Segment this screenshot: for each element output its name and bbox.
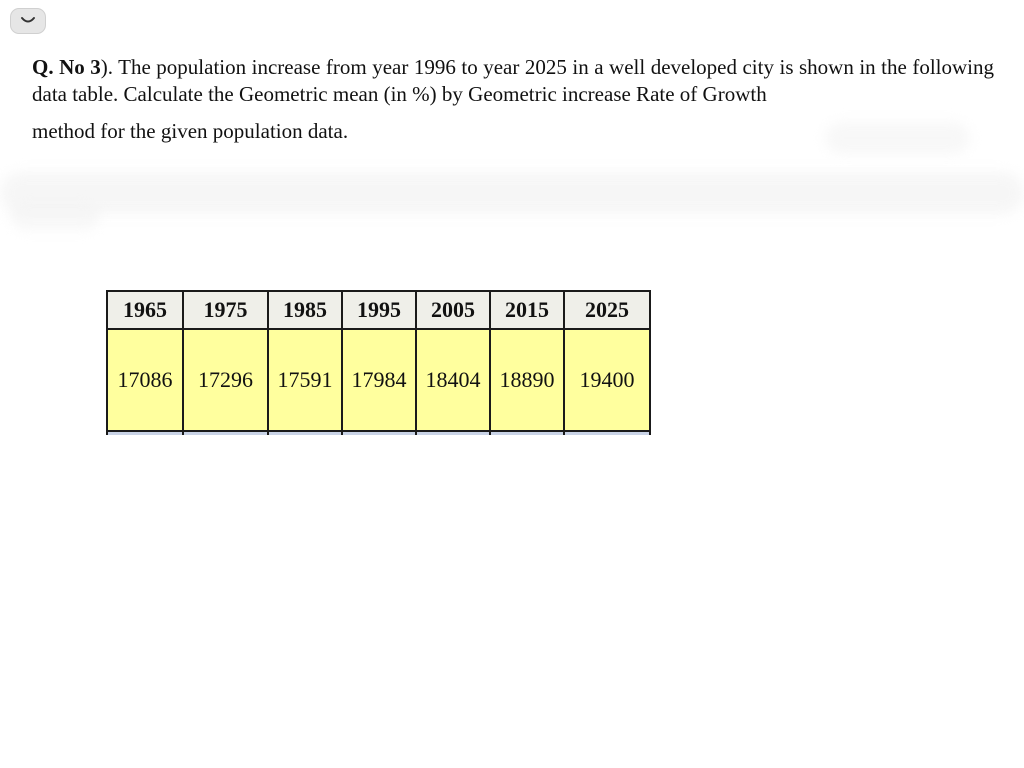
year-cell: 2025	[564, 291, 650, 329]
year-cell: 2015	[490, 291, 564, 329]
population-cell: 17984	[342, 329, 416, 431]
year-header-row	[107, 291, 650, 329]
year-cell: 1975	[183, 291, 268, 329]
population-cell: 17086	[107, 329, 183, 431]
scan-smudge	[10, 200, 100, 230]
cut-cell	[107, 431, 183, 435]
question-last-line: method for the given population data.	[32, 119, 349, 143]
collapse-button[interactable]	[10, 8, 46, 34]
cut-cell	[268, 431, 342, 435]
population-cell: 19400	[564, 329, 650, 431]
cut-cell	[490, 431, 564, 435]
population-cell: 17591	[268, 329, 342, 431]
scan-smudge	[0, 172, 1024, 214]
year-cell: 1995	[342, 291, 416, 329]
population-row	[107, 329, 650, 431]
question-text	[32, 54, 994, 145]
population-cell: 18404	[416, 329, 490, 431]
question-body: ). The population increase from year 1996 to year 2025 in a well developed city is shown in the following data table. Calculate the Geometric mean (in %) by Geometric increase Rate of Growth	[32, 55, 995, 106]
cut-cell	[416, 431, 490, 435]
year-cell: 1965	[107, 291, 183, 329]
question-number: Q. No 3	[32, 55, 101, 79]
year-cell: 2005	[416, 291, 490, 329]
cut-cell	[564, 431, 650, 435]
cut-cell	[183, 431, 268, 435]
population-table	[106, 290, 651, 435]
year-cell: 1985	[268, 291, 342, 329]
cut-cell	[342, 431, 416, 435]
population-cell: 18890	[490, 329, 564, 431]
table-cut-row	[107, 431, 650, 435]
population-cell: 17296	[183, 329, 268, 431]
chevron-down-icon	[20, 16, 36, 26]
